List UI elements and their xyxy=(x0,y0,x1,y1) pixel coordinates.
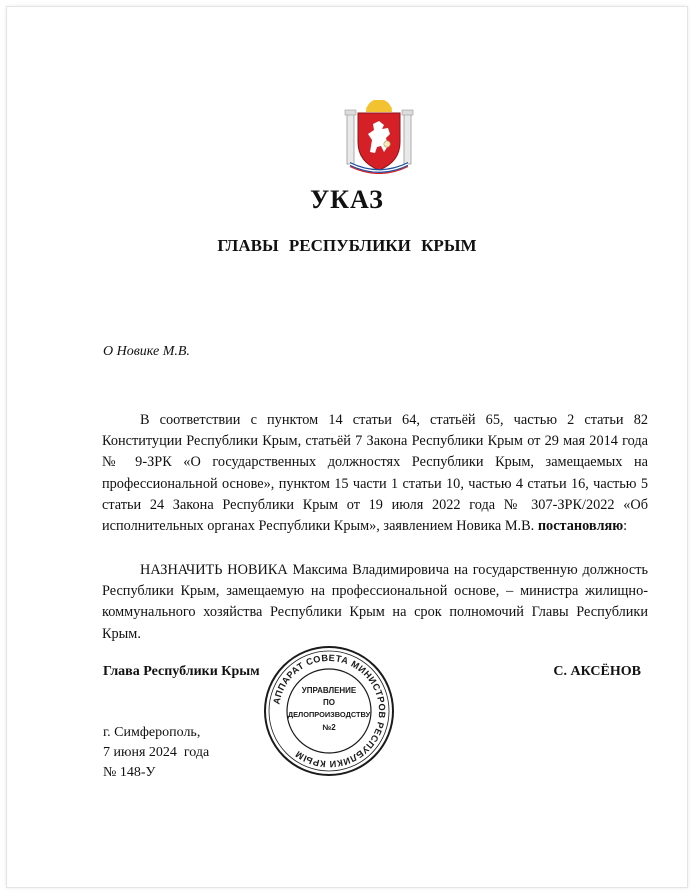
document-subject: О Новике М.В. xyxy=(103,344,190,359)
document-title: УКАЗ xyxy=(310,185,384,214)
preamble-paragraph: В соответствии с пунктом 14 статьи 64, статьёй 65, частью 2 статьи 82 Конституции Республики Крым, статьёй 7 Закона Республики Крым от 29 мая 2014 года № 9-ЗРК «О государственных должностях Республики Крым, замещаемых на профессиональной основе», пунктом 15 части 1 статьи 10, частью 4 статьи 16, частью 5 статьи 24 Закона Республики Крым от 19 июля 2022 года № 307-ЗРК/2022 «Об исполнительных органах Республики Крым», заявлением Новика М.В. постановляю: xyxy=(102,412,648,535)
document-footer xyxy=(103,723,209,783)
stamp-line-4: №2 xyxy=(322,723,336,732)
document-subtitle: ГЛАВЫ РЕСПУБЛИКИ КРЫМ xyxy=(217,236,477,255)
stamp-line-1: УПРАВЛЕНИЕ xyxy=(301,686,357,695)
decree-keyword: постановляю xyxy=(537,518,624,535)
preamble-text: В соответствии с пунктом 14 статьи 64, статьёй 65, частью 2 статьи 82 Конституции Республики Крым, статьёй 7 Закона Республики Крым от 29 мая 2014 года № 9-ЗРК «О государственных должностях Республики Крым, замещаемых на профессиональной основе», пунктом 15 части 1 статьи 10, частью 4 статьи 16, частью 5 статьи 24 Закона Республики Крым от 19 июля 2022 года № 307-ЗРК/2022 «Об исполнительных органах Республики Крым», заявлением Новика М.В. xyxy=(102,412,648,535)
crimea-coat-of-arms-icon xyxy=(344,100,414,174)
document-number: № 148-У xyxy=(103,765,156,780)
signer-name: С. АКСЁНОВ xyxy=(553,664,641,679)
stamp-line-3: ДЕЛОПРОИЗВОДСТВУ xyxy=(287,710,371,719)
signature-title: Глава Республики Крым xyxy=(103,664,260,679)
stamp-line-2: ПО xyxy=(323,698,335,707)
issue-date: 7 июня 2024 года xyxy=(103,745,210,760)
appointment-paragraph: НАЗНАЧИТЬ НОВИКА Максима Владимировича на государственную должность Республики Крым, замещаемую на профессиональной основе, – министра жилищно-коммунального хозяйства Республики Крым на срок полномочий Главы Республики Крым. xyxy=(102,562,648,642)
document-page xyxy=(6,6,688,888)
official-stamp xyxy=(259,641,399,781)
stamp-ring-text: АППАРАТ СОВЕТА МИНИСТРОВ РЕСПУБЛИКИ КРЫМ xyxy=(271,652,388,770)
issue-place: г. Симферополь, xyxy=(103,725,201,740)
